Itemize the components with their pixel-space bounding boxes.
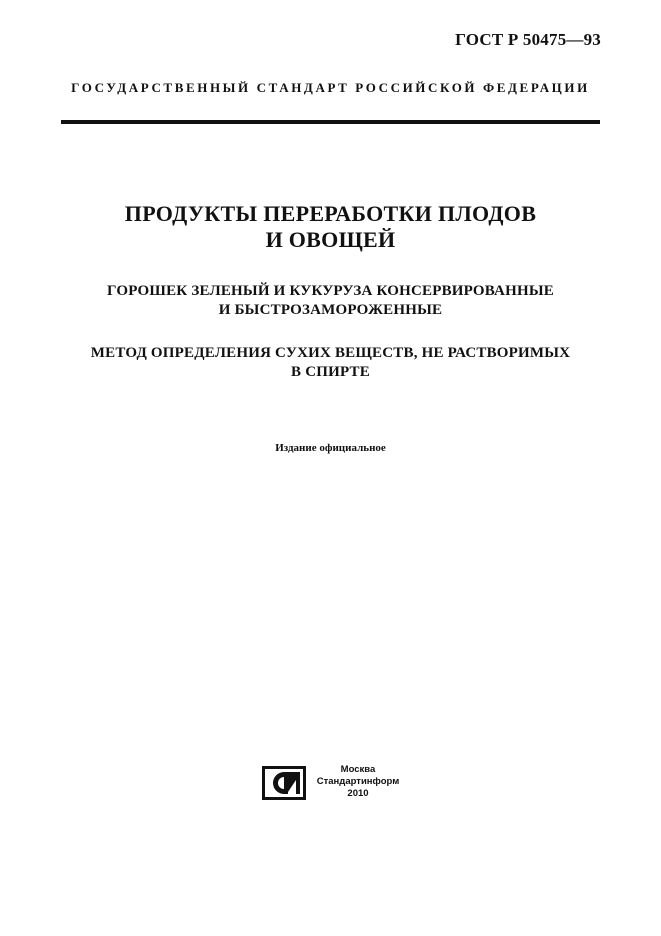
document-title <box>0 201 661 253</box>
document-title-line-1: ПРОДУКТЫ ПЕРЕРАБОТКИ ПЛОДОВ <box>124 201 537 226</box>
document-subtitle <box>0 282 661 320</box>
document-subtitle-line-1: ГОРОШЕК ЗЕЛЕНЫЙ И КУКУРУЗА КОНСЕРВИРОВАННЫЕ <box>107 283 554 299</box>
publisher-name: Стандартинформ <box>316 776 400 787</box>
standard-type-heading: ГОСУДАРСТВЕННЫЙ СТАНДАРТ РОССИЙСКОЙ ФЕДЕРАЦИИ <box>71 80 590 95</box>
method-title-line-1: МЕТОД ОПРЕДЕЛЕНИЯ СУХИХ ВЕЩЕСТВ, НЕ РАСТВОРИМЫХ <box>90 345 571 361</box>
publisher-city: Москва <box>340 764 376 775</box>
method-title <box>0 344 661 382</box>
edition-label: Издание официальное <box>275 442 386 454</box>
document-title-line-2: И ОВОЩЕЙ <box>265 227 396 252</box>
standartinform-logo-icon <box>262 766 306 800</box>
header-divider <box>61 120 600 124</box>
standard-number: ГОСТ Р 50475—93 <box>455 30 601 49</box>
document-subtitle-line-2: И БЫСТРОЗАМОРОЖЕННЫЕ <box>218 302 443 318</box>
publisher-text <box>310 764 406 800</box>
method-title-line-2: В СПИРТЕ <box>291 364 370 380</box>
publication-year: 2010 <box>347 788 369 799</box>
publisher-imprint <box>262 764 422 804</box>
